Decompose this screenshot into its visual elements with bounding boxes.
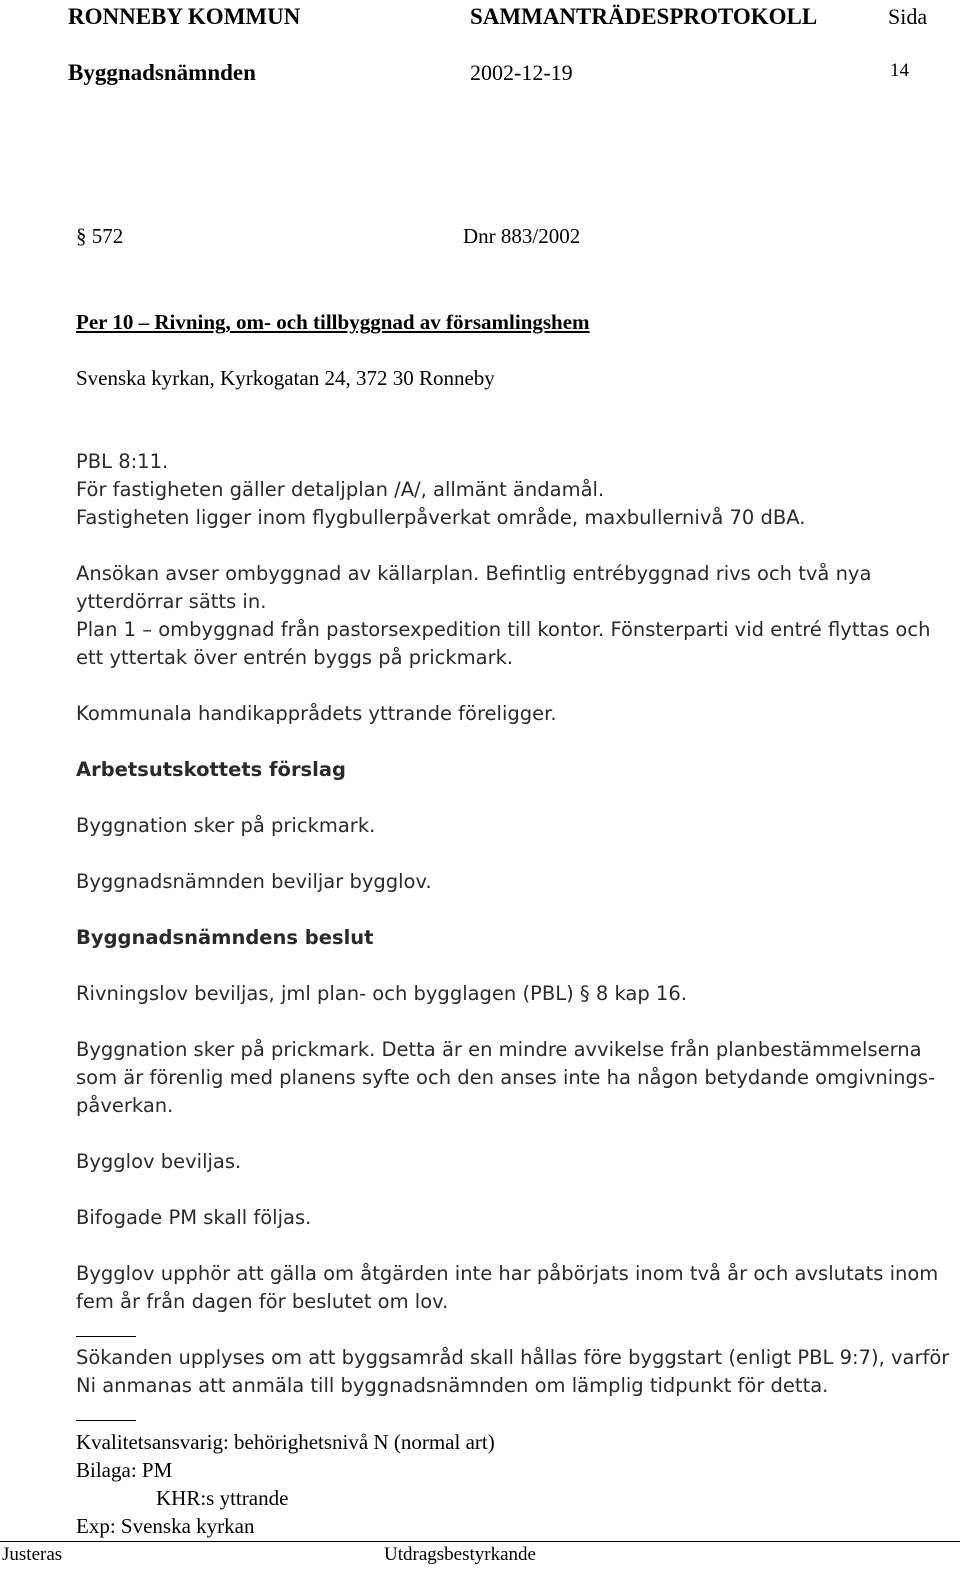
decision-p2-line3: påverkan. (76, 1094, 174, 1117)
decision-line-3: Bygglov beviljas. (76, 1150, 242, 1173)
separator-rule-1 (76, 1336, 136, 1337)
separator-rule-2 (76, 1420, 136, 1421)
case-title: Per 10 – Rivning, om- och tillbyggnad av församlingshem (76, 310, 590, 334)
municipality-name: RONNEBY KOMMUN (68, 4, 301, 29)
decision-p5-line1: Bygglov upphör att gälla om åtgärden inte har påbörjats inom två år och avslutats inom (76, 1262, 939, 1285)
attachment-2: KHR:s yttrande (156, 1486, 289, 1510)
protocol-title: SAMMANTRÄDESPROTOKOLL (470, 4, 818, 29)
expedition: Exp: Svenska kyrkan (76, 1514, 255, 1538)
footer-rule (0, 1541, 960, 1542)
note-line-2: Ni anmanas att anmäla till byggnadsnämnden om lämplig tidpunkt för detta. (76, 1374, 829, 1397)
decision-line-1: Rivningslov beviljas, jml plan- och bygglagen (PBL) § 8 kap 16. (76, 982, 687, 1005)
proposal-heading: Arbetsutskottets förslag (76, 758, 346, 781)
meeting-date: 2002-12-19 (470, 60, 573, 85)
decision-heading: Byggnadsnämndens beslut (76, 926, 374, 949)
page-label: Sida (888, 4, 928, 29)
background-line-3: Fastigheten ligger inom flygbullerpåverkat område, maxbullernivå 70 dBA. (76, 506, 806, 529)
application-p2-line2: ett yttertak över entrén byggs på prickmark. (76, 646, 514, 669)
proposal-line-2: Byggnadsnämnden beviljar bygglov. (76, 870, 432, 893)
committee-name: Byggnadsnämnden (68, 60, 256, 85)
decision-p5-line2: fem år från dagen för beslutet om lov. (76, 1290, 449, 1313)
application-p3: Kommunala handikapprådets yttrande föreligger. (76, 702, 557, 725)
proposal-line-1: Byggnation sker på prickmark. (76, 814, 376, 837)
decision-line-4: Bifogade PM skall följas. (76, 1206, 312, 1229)
note-line-1: Sökanden upplyses om att byggsamråd skall hållas före byggstart (enligt PBL 9:7), varför (76, 1346, 950, 1369)
applicant-address: Svenska kyrkan, Kyrkogatan 24, 372 30 Ronneby (76, 366, 495, 390)
footer-justeras: Justeras (2, 1544, 63, 1565)
quality-responsible: Kvalitetsansvarig: behörighetsnivå N (normal art) (76, 1430, 495, 1454)
case-dnr: Dnr 883/2002 (463, 224, 581, 248)
application-p1-line1: Ansökan avser ombyggnad av källarplan. Befintlig entrébyggnad rivs och två nya (76, 562, 872, 585)
application-p2-line1: Plan 1 – ombyggnad från pastorsexpedition till kontor. Fönsterparti vid entré flyttas och (76, 618, 931, 641)
background-line-2: För fastigheten gäller detaljplan /A/, allmänt ändamål. (76, 478, 605, 501)
footer-utdragsbestyrkande: Utdragsbestyrkande (384, 1544, 536, 1565)
decision-p2-line2: som är förenlig med planens syfte och den anses inte ha någon betydande omgivnings- (76, 1066, 936, 1089)
attachment-label: Bilaga: PM (76, 1458, 173, 1482)
decision-p2-line1: Byggnation sker på prickmark. Detta är en mindre avvikelse från planbestämmelserna (76, 1038, 922, 1061)
background-line-1: PBL 8:11. (76, 450, 169, 473)
application-p1-line2: ytterdörrar sätts in. (76, 590, 267, 613)
paragraph-number: § 572 (76, 224, 124, 248)
page-number: 14 (890, 60, 909, 81)
